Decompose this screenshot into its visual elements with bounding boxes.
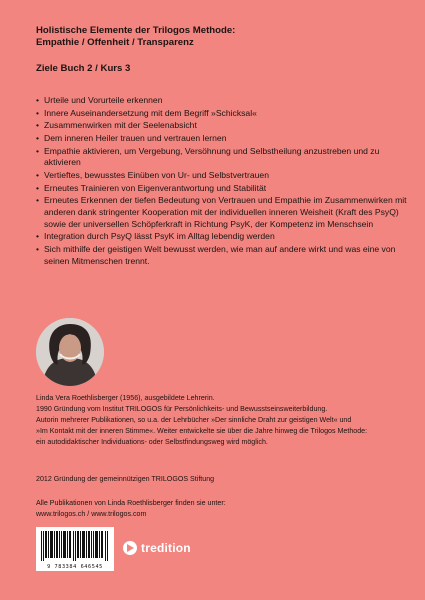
bio-line: ein autodidaktischer Individuations- oder Selbstfindungsweg wird möglich. [36,438,268,446]
list-item: • Erneutes Trainieren von Eigenverantwortung und Stabilität [36,183,408,195]
bio-line: Linda Vera Roethlisberger (1956), ausgebildete Lehrerin. [36,394,215,402]
website-links[interactable]: www.trilogos.ch / www.trilogos.com [36,510,147,518]
list-item: • Urteile und Vorurteile erkennen [36,95,408,107]
bio-line: Autorin mehrerer Publikationen, so u.a. der Lehrbücher »Der sinnliche Draht zur geistigen Welt« und [36,416,352,424]
list-item: • Innere Auseinandersetzung mit dem Begriff »Schicksal« [36,108,408,120]
list-item: • Erneutes Erkennen der tiefen Bedeutung von Vertrauen und Empathie im Zusammenwirken mit anderen dank stringenter Kooperation mit der individuellen inneren Weisheit (Kraft des PsyQ) sowie der universellen Schöpferkraft in Richtung PsyK, der Kompetenz im Menschsein [36,195,408,230]
section-heading: Ziele Buch 2 / Kurs 3 [36,63,131,74]
publisher-logo [123,541,191,555]
list-item: • Sich mithilfe der geistigen Welt bewusst werden, wie man auf andere wirkt und was eine von seinen Mitmenschen trennt. [36,244,408,267]
isbn-digits: 9 783384 646545 [47,564,103,570]
publications-line: Alle Publikationen von Linda Roethlisberger finden sie unter: [36,499,226,507]
publications-note [36,498,416,520]
isbn-barcode [36,527,114,571]
list-item: • Empathie aktivieren, um Vergebung, Versöhnung und Selbstheilung anzustreben und zu aktivieren [36,146,408,169]
list-item: • Integration durch PsyQ lässt PsyK im Alltag lebendig werden [36,231,408,243]
author-bio [36,393,416,448]
list-item: • Zusammenwirken mit der Seelenabsicht [36,120,408,132]
foundation-note [36,474,416,485]
foundation-line: 2012 Gründung der gemeinnützigen TRILOGOS Stiftung [36,475,215,483]
bio-line: »Im Kontakt mit der inneren Stimme«. Weiter entwickelte sie über die Jahre hinweg die Trilogos Methode: [36,427,368,435]
list-item: • Vertieftes, bewusstes Einüben von Ur- und Selbstvertrauen [36,170,408,182]
author-photo [36,318,104,386]
bio-line: 1990 Gründung vom Institut TRILOGOS für Persönlichkeits- und Bewusstseinsweiterbildung. [36,405,328,413]
author-portrait-icon [36,318,104,386]
goals-list [36,95,408,268]
tredition-play-icon [123,541,137,555]
list-item: • Dem inneren Heiler trauen und vertrauen lernen [36,133,408,145]
barcode-icon [40,531,110,561]
cover-title: Holistische Elemente der Trilogos Methode: [36,25,236,36]
cover-subtitle: Empathie / Offenheit / Transparenz [36,37,194,48]
publisher-name: tredition [141,541,191,555]
